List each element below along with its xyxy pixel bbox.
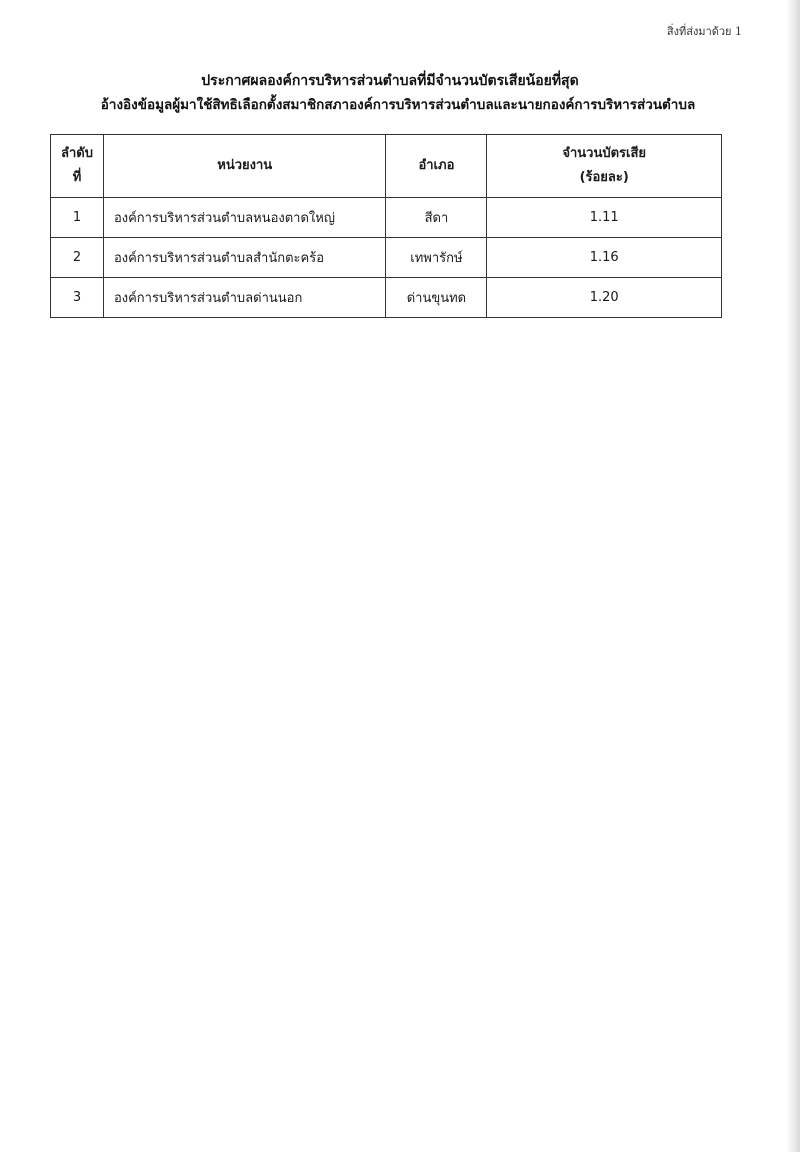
document-title: ประกาศผลองค์การบริหารส่วนตำบลที่มีจำนวนบัตรเสียน้อยที่สุด — [201, 73, 579, 89]
cell-district: สีดา — [386, 198, 487, 238]
cell-district: เทพารักษ์ — [386, 238, 487, 278]
document-subtitle: อ้างอิงข้อมูลผู้มาใช้สิทธิเลือกตั้งสมาชิกสภาองค์การบริหารส่วนตำบลและนายกองค์การบริหารส่วนตำบล — [100, 97, 696, 113]
cell-no: 2 — [51, 238, 104, 278]
header-unit: หน่วยงาน — [103, 135, 386, 198]
cell-district: ด่านขุนทด — [386, 278, 487, 318]
header-spoiled — [487, 135, 722, 198]
cell-unit: องค์การบริหารส่วนตำบลสำนักตะคร้อ — [103, 238, 386, 278]
header-no — [51, 135, 104, 198]
cell-unit: องค์การบริหารส่วนตำบลหนองตาดใหญ่ — [103, 198, 386, 238]
table-row — [51, 238, 722, 278]
table-row — [51, 198, 722, 238]
table-body — [51, 198, 722, 318]
table-row — [51, 278, 722, 318]
header-spoiled-line2: (ร้อยละ) — [579, 170, 629, 185]
header-no-line2: ที่ — [72, 170, 82, 185]
cell-no: 1 — [51, 198, 104, 238]
results-table — [50, 134, 722, 318]
header-no-line1: ลำดับ — [60, 146, 93, 161]
cell-no: 3 — [51, 278, 104, 318]
header-row — [51, 135, 722, 198]
table-header — [51, 135, 722, 198]
cell-spoiled: 1.20 — [487, 278, 722, 318]
header-spoiled-line1: จำนวนบัตรเสีย — [562, 146, 647, 161]
header-district: อำเภอ — [386, 135, 487, 198]
attachment-note: สิ่งที่ส่งมาด้วย 1 — [666, 25, 742, 38]
cell-spoiled: 1.16 — [487, 238, 722, 278]
cell-unit: องค์การบริหารส่วนตำบลด่านนอก — [103, 278, 386, 318]
cell-spoiled: 1.11 — [487, 198, 722, 238]
page-edge-shadow — [786, 0, 800, 1152]
